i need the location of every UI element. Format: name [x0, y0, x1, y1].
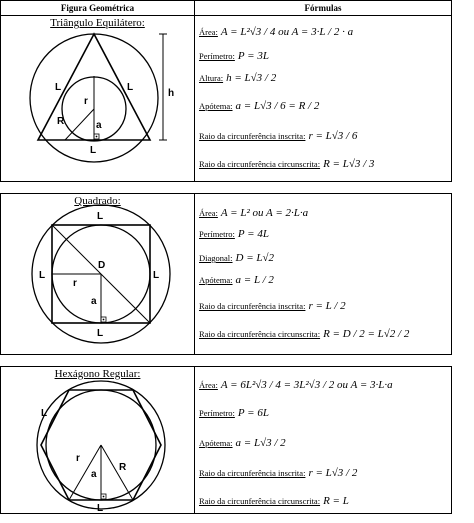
- triangle-formula-perimeter: Perímetro: P = 3L: [199, 50, 269, 62]
- hexagon-title: Hexágono Regular:: [54, 368, 141, 380]
- triangle-formula-circumscribed: Raio da circunferência circunscrita: R = L√3 / 3: [199, 158, 375, 170]
- triangle-label-R: R: [57, 116, 65, 127]
- triangle-formula-inscribed: Raio da circunferência inscrita: r = L√3 / 6: [199, 130, 358, 142]
- square-figure-cell: [1, 194, 195, 354]
- square-formula-perimeter: Perímetro: P = 4L: [199, 228, 269, 240]
- square-formulas-cell: [195, 194, 451, 354]
- square-label-L3: L: [153, 270, 160, 281]
- square-formula-apothem: Apótema: a = L / 2: [199, 274, 274, 286]
- hexagon-diagram: [1, 367, 194, 513]
- hexagon-formula-area: Área: A = 6L²√3 / 4 = 3L²√3 / 2 ou A = 3·L·a: [199, 379, 393, 391]
- hexagon-formula-perimeter: Perímetro: P = 6L: [199, 407, 269, 419]
- square-label-L4: L: [97, 328, 104, 339]
- hexagon-label-R: R: [119, 462, 127, 473]
- triangle-label-h: h: [168, 88, 175, 99]
- square-label-r: r: [73, 278, 77, 289]
- triangle-label-L1: L: [55, 82, 62, 93]
- triangle-formulas-cell: [195, 16, 451, 181]
- square-diagram: [1, 194, 194, 354]
- hexagon-label-L1: L: [41, 408, 48, 419]
- hexagon-label-r: r: [76, 453, 80, 464]
- triangle-label-a: a: [96, 120, 102, 131]
- square-formula-circumscribed: Raio da circunferência circunscrita: R = D / 2 = L√2 / 2: [199, 328, 410, 340]
- section-square: [0, 193, 452, 355]
- triangle-figure-cell: [1, 16, 195, 181]
- hexagon-label-a: a: [91, 469, 97, 480]
- triangle-formula-area: Área: A = L²√3 / 4 ou A = 3·L / 2 · a: [199, 26, 354, 38]
- triangle-diagram: [1, 16, 194, 181]
- section-triangle: [0, 15, 452, 182]
- hexagon-formula-apothem: Apótema: a = L√3 / 2: [199, 437, 286, 449]
- triangle-formula-apothem: Apótema: a = L√3 / 6 = R / 2: [199, 100, 320, 112]
- hexagon-formula-circumscribed: Raio da circunferência circunscrita: R = L: [199, 495, 349, 507]
- triangle-title: Triângulo Equilátero:: [50, 17, 145, 29]
- square-formula-diagonal: Diagonal: D = L√2: [199, 252, 275, 264]
- square-label-L2: L: [39, 270, 46, 281]
- square-formula-area: Área: A = L² ou A = 2·L·a: [199, 207, 309, 219]
- table-header: [0, 0, 452, 16]
- triangle-label-L2: L: [127, 82, 134, 93]
- triangle-formula-height: Altura: h = L√3 / 2: [199, 72, 277, 84]
- square-label-a: a: [91, 296, 97, 307]
- hexagon-label-L2: L: [97, 503, 104, 514]
- square-title: Quadrado:: [74, 195, 121, 207]
- section-hexagon: [0, 366, 452, 514]
- hexagon-figure-cell: [1, 367, 195, 513]
- header-figure: Figura Geométrica: [1, 1, 195, 15]
- hexagon-formula-inscribed: Raio da circunferência inscrita: r = L√3 / 2: [199, 467, 358, 479]
- square-formula-inscribed: Raio da circunferência inscrita: r = L / 2: [199, 300, 346, 312]
- header-formulas: Fórmulas: [304, 3, 342, 13]
- square-label-L1: L: [97, 211, 104, 222]
- hexagon-formulas-cell: [195, 367, 451, 513]
- triangle-label-L3: L: [90, 145, 97, 156]
- triangle-label-r: r: [84, 96, 88, 107]
- square-label-D: D: [98, 260, 106, 271]
